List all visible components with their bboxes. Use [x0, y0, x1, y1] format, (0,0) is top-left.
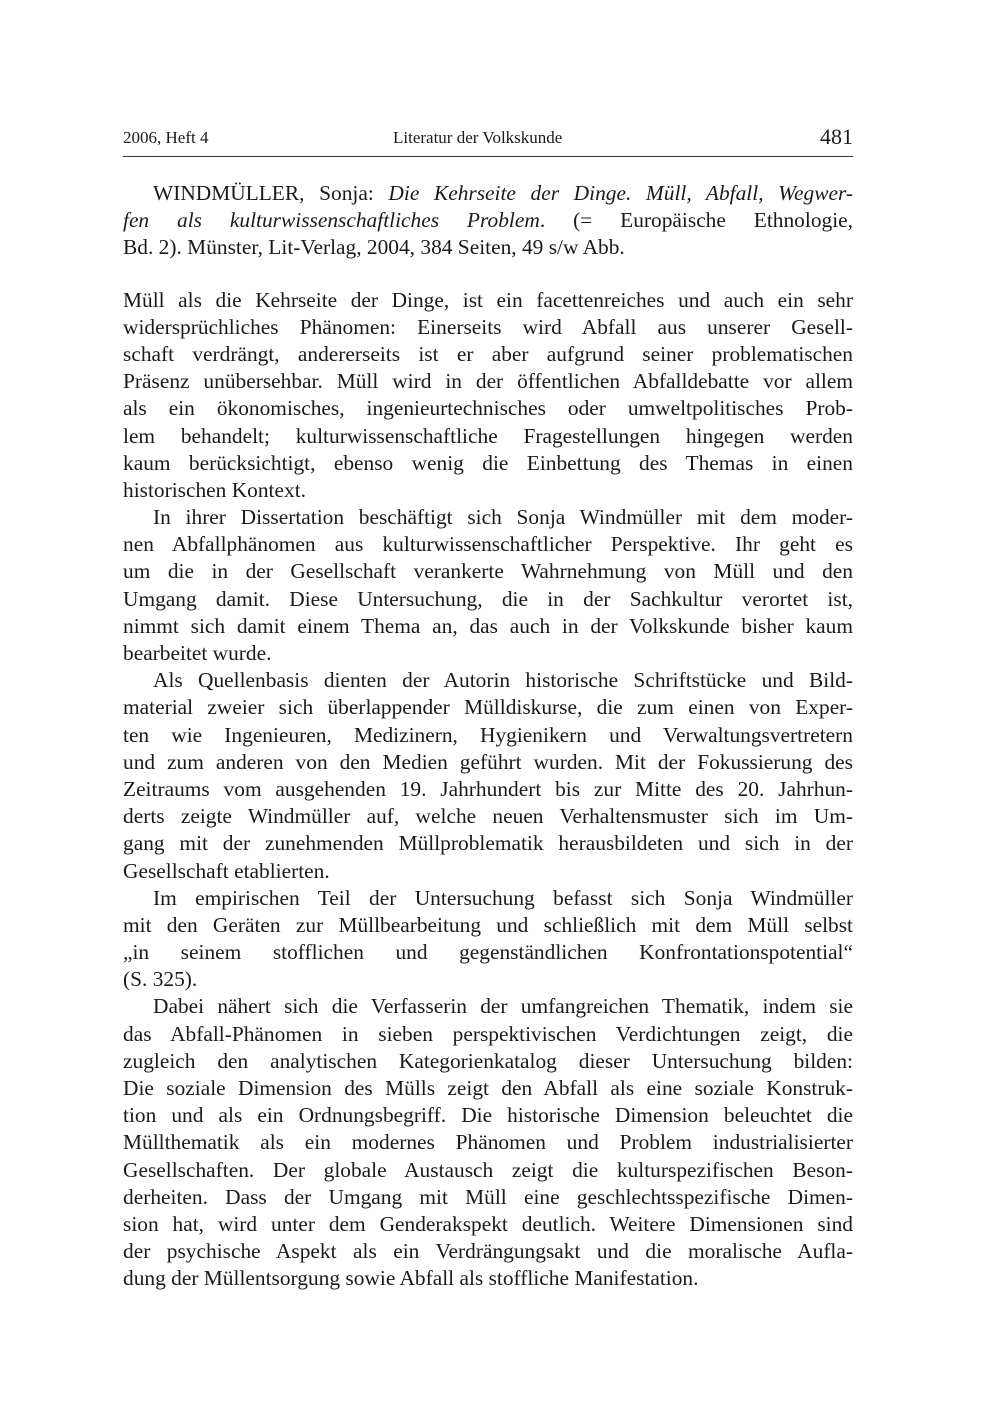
running-header: [123, 124, 853, 152]
text-line: Zeitraums vom ausgehenden 19. Jahrhundert bis zur Mitte des 20. Jahrhun-: [123, 776, 853, 801]
text-line: Umgang damit. Diese Untersuchung, die in der Sachkultur verortet ist,: [123, 586, 853, 611]
text-line: nimmt sich damit einem Thema an, das auch in der Volkskunde bisher kaum: [123, 613, 853, 638]
text-line: Gesellschaften. Der globale Austausch zeigt die kulturspezifischen Beson-: [123, 1157, 853, 1182]
text-line: und zum anderen von den Medien geführt wurden. Mit der Fokussierung des: [123, 749, 853, 774]
text-line: Als Quellenbasis dienten der Autorin historische Schriftstücke und Bild-: [153, 668, 853, 693]
text-line: um die in der Gesellschaft verankerte Wahrnehmung von Müll und den: [123, 559, 853, 584]
text-line: schaft verdrängt, andererseits ist er aber aufgrund seiner problematischen: [123, 341, 853, 366]
review-body: [123, 180, 853, 1293]
citation-text: Bd. 2). Münster, Lit-Verlag, 2004, 384 Seiten, 49 s/w Abb.: [123, 235, 625, 260]
citation-line: [123, 180, 853, 207]
citation-text: . (= Europäische Ethnologie,: [539, 208, 853, 233]
text-line: historischen Kontext.: [123, 477, 306, 502]
paragraph: [123, 885, 853, 994]
paragraph: [123, 504, 853, 667]
text-line: „in seinem stofflichen und gegenständlichen Konfrontationspotential“: [123, 940, 853, 965]
text-line: sion hat, wird unter dem Genderakspekt deutlich. Weitere Dimensionen sind: [123, 1211, 853, 1236]
text-line: Müll als die Kehrseite der Dinge, ist ein facettenreiches und auch ein sehr: [123, 287, 853, 312]
text-line: zugleich den analytischen Kategorienkatalog dieser Untersuchung bilden:: [123, 1048, 853, 1073]
issue-label: 2006, Heft 4: [123, 128, 209, 147]
text-line: kaum berücksichtigt, ebenso wenig die Einbettung des Themas in einen: [123, 450, 853, 475]
text-line: ten wie Ingenieuren, Medizinern, Hygienikern und Verwaltungsvertretern: [123, 722, 853, 747]
text-line: Die soziale Dimension des Mülls zeigt den Abfall als eine soziale Konstruk-: [123, 1076, 853, 1100]
citation-line: [123, 234, 853, 261]
text-line: gang mit der zunehmenden Müllproblematik herausbildeten und sich in der: [123, 831, 853, 856]
text-line: derts zeigte Windmüller auf, welche neuen Verhaltensmuster sich im Um-: [123, 804, 853, 829]
text-line: material zweier sich überlappender Mülldiskurse, die zum einen von Exper-: [123, 695, 853, 720]
paragraph: [123, 287, 853, 505]
citation-text: WINDMÜLLER, Sonja:: [153, 181, 389, 205]
text-line: der psychische Aspekt als ein Verdrängungsakt und die moralische Aufla-: [123, 1239, 853, 1264]
header-rule: [123, 156, 853, 157]
journal-section-title: Literatur der Volkskunde: [393, 128, 563, 147]
text-line: Gesellschaft etablierten.: [123, 858, 330, 883]
bibliographic-citation: [123, 180, 853, 262]
book-title-text: Die Kehrseite der Dinge. Müll, Abfall, Wegwer-: [388, 181, 853, 205]
text-line: Müllthematik als ein modernes Phänomen und Problem industrialisierter: [123, 1130, 853, 1155]
page-number: 481: [820, 124, 853, 149]
citation-line: [123, 207, 853, 234]
text-line: das Abfall-Phänomen in sieben perspektivischen Verdichtungen zeigt, die: [123, 1021, 853, 1046]
text-line: nen Abfallphänomen aus kulturwissenschaftlicher Perspektive. Ihr geht es: [123, 532, 853, 557]
text-line: Dabei nähert sich die Verfasserin der umfangreichen Thematik, indem sie: [153, 994, 853, 1019]
paragraph: [123, 667, 853, 885]
text-line: Präsenz unübersehbar. Müll wird in der öffentlichen Abfalldebatte vor allem: [123, 369, 853, 394]
text-line: als ein ökonomisches, ingenieurtechnisches oder umweltpolitisches Prob-: [123, 396, 853, 421]
text-line: mit den Geräten zur Müllbearbeitung und schließlich mit dem Müll selbst: [123, 912, 853, 937]
text-line: In ihrer Dissertation beschäftigt sich Sonja Windmüller mit dem moder-: [153, 505, 853, 530]
text-line: Im empirischen Teil der Untersuchung befasst sich Sonja Windmüller: [153, 885, 853, 910]
text-line: tion und als ein Ordnungsbegriff. Die historische Dimension beleuchtet die: [123, 1103, 853, 1128]
text-line: bearbeitet wurde.: [123, 641, 272, 665]
book-title-text: fen als kulturwissenschaftliches Problem: [123, 208, 540, 233]
paragraph: [123, 993, 853, 1292]
text-line: (S. 325).: [123, 967, 198, 992]
review-text: [123, 287, 853, 1293]
text-line: lem behandelt; kulturwissenschaftliche Fragestellungen hingegen werden: [123, 423, 853, 448]
text-line: derheiten. Dass der Umgang mit Müll eine geschlechtsspezifische Dimen-: [123, 1184, 853, 1209]
text-line: dung der Müllentsorgung sowie Abfall als stoffliche Manifestation.: [123, 1266, 699, 1291]
text-line: widersprüchliches Phänomen: Einerseits wird Abfall aus unserer Gesell-: [123, 314, 853, 339]
